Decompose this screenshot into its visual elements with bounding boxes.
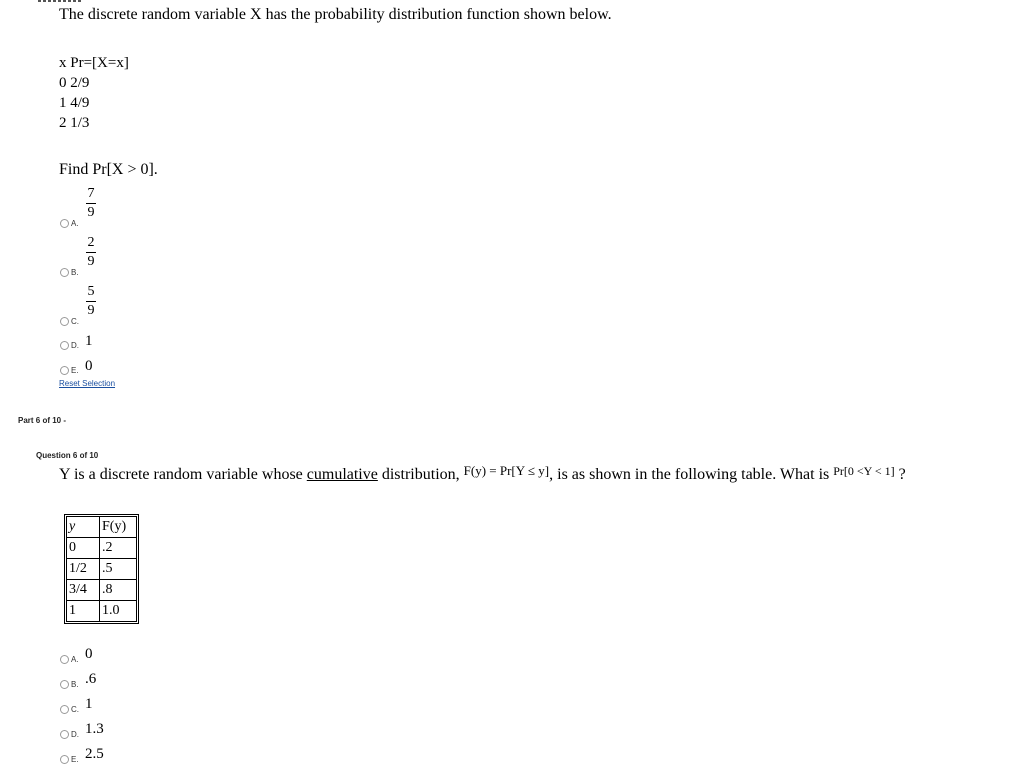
- radio-button[interactable]: [60, 730, 69, 739]
- table-cell: .8: [100, 580, 137, 601]
- table-cell: 1: [67, 601, 100, 622]
- radio-button[interactable]: [60, 755, 69, 764]
- dist-header: x Pr=[X=x]: [59, 55, 129, 71]
- q6-prompt: [59, 463, 906, 484]
- option-letter: A.: [71, 655, 79, 664]
- option-value: 0: [85, 358, 93, 374]
- option-letter: C.: [71, 317, 79, 326]
- denominator: 9: [87, 205, 95, 220]
- dist-row-1: 1 4/9: [59, 95, 90, 111]
- table-row: [67, 580, 137, 601]
- table-cell: .2: [100, 538, 137, 559]
- fraction: [85, 284, 97, 319]
- prompt-end: , is as shown in the following table. What is: [549, 466, 830, 483]
- option-letter: A.: [71, 219, 79, 228]
- option-letter: D.: [71, 730, 79, 739]
- radio-button[interactable]: [60, 219, 69, 228]
- option-letter: B.: [71, 680, 79, 689]
- table-cell: 1.0: [100, 601, 137, 622]
- option-value: .6: [85, 671, 97, 687]
- fraction-bar: [86, 203, 96, 204]
- radio-button[interactable]: [60, 366, 69, 375]
- option-letter: E.: [71, 755, 79, 764]
- numerator: 5: [87, 284, 95, 299]
- ask-tail: ?: [898, 466, 906, 483]
- ask-formula: Pr[0 <Y < 1]: [833, 464, 895, 478]
- part-label: Part 6 of 10 -: [18, 416, 67, 425]
- option-value: 1: [85, 333, 93, 349]
- denominator: 9: [87, 303, 95, 318]
- table-header-fy: F(y): [100, 517, 137, 538]
- option-letter: D.: [71, 341, 79, 350]
- question-label: Question 6 of 10: [36, 451, 99, 460]
- radio-button[interactable]: [60, 680, 69, 689]
- radio-button[interactable]: [60, 317, 69, 326]
- q5-find: Find Pr[X > 0].: [59, 161, 158, 178]
- fraction-bar: [86, 252, 96, 253]
- option-value: 1.3: [85, 721, 104, 737]
- table-cell: .5: [100, 559, 137, 580]
- denominator: 9: [87, 254, 95, 269]
- option-value: 0: [85, 646, 93, 662]
- option-letter: C.: [71, 705, 79, 714]
- prompt-start: Y is a discrete random variable whose: [59, 466, 303, 483]
- dist-row-2: 2 1/3: [59, 115, 90, 131]
- radio-button[interactable]: [60, 268, 69, 277]
- dist-row-0: 0 2/9: [59, 75, 90, 91]
- radio-button[interactable]: [60, 341, 69, 350]
- table-row: [67, 538, 137, 559]
- fraction-bar: [86, 301, 96, 302]
- cdf-formula: F(y) = Pr[Y ≤ y]: [463, 463, 550, 478]
- top-divider: [38, 0, 82, 2]
- table-row: [67, 559, 137, 580]
- fraction: [85, 235, 97, 270]
- cdf-table: [66, 516, 137, 622]
- prompt-mid: distribution,: [381, 466, 460, 483]
- option-value: 1: [85, 696, 93, 712]
- radio-button[interactable]: [60, 655, 69, 664]
- numerator: 2: [87, 235, 95, 250]
- table-cell: 1/2: [67, 559, 100, 580]
- option-letter: B.: [71, 268, 79, 277]
- table-row: [67, 601, 137, 622]
- q5-prompt: The discrete random variable X has the probability distribution function shown below.: [59, 6, 612, 23]
- table-header-y: y: [67, 517, 100, 538]
- table-cell: 3/4: [67, 580, 100, 601]
- cdf-table-frame: [64, 514, 139, 624]
- table-cell: 0: [67, 538, 100, 559]
- fraction: [85, 186, 97, 221]
- option-value: 2.5: [85, 746, 104, 762]
- numerator: 7: [87, 186, 95, 201]
- reset-selection-link[interactable]: Reset Selection: [59, 379, 116, 388]
- cumulative-link[interactable]: cumulative: [306, 466, 378, 483]
- table-header-row: [67, 517, 137, 538]
- option-letter: E.: [71, 366, 79, 375]
- radio-button[interactable]: [60, 705, 69, 714]
